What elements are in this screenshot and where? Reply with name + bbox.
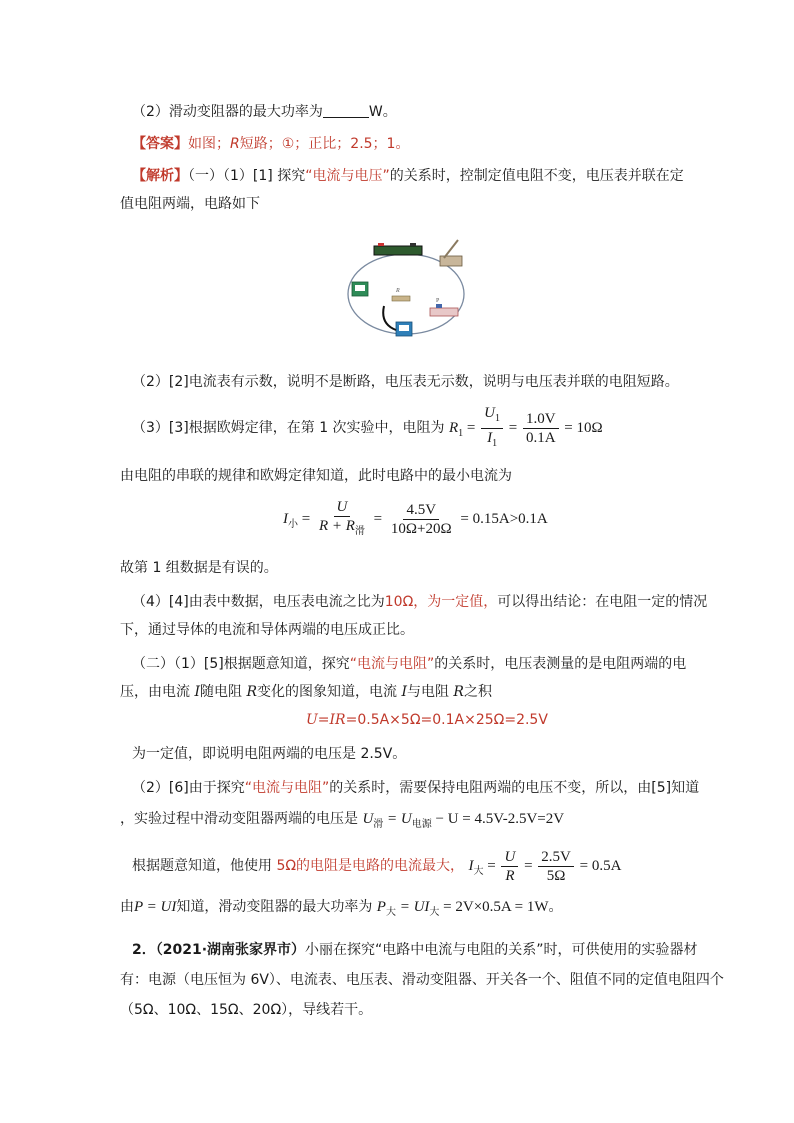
num-u-sub: 1 [494, 413, 500, 424]
step-6-pre: （2）[6]由于探究 [132, 780, 245, 796]
analysis-post: 的关系时，控制定值电阻不变，电压表并联在定 [389, 168, 684, 184]
analysis-label: 【解析】 [132, 168, 188, 184]
constant-line [132, 742, 712, 766]
answer-line [132, 132, 712, 156]
num-u: U [334, 498, 351, 517]
num-u: U [501, 848, 518, 867]
step-6-quote: “电流与电阻” [244, 780, 330, 796]
uir-equation [306, 712, 548, 728]
eq-lhs-sub: 小 [288, 518, 298, 530]
eq-lhs: I [468, 857, 474, 874]
min-current-equation: $I_小$ = $\frac{U}{R + R_滑}$ = $\frac{4.5V}{10\Omega+20\Omega}$ = 0.15A>0.1A [283, 498, 548, 541]
circuit-diagram [340, 236, 476, 344]
eq-rest: = 2V×0.5A = 1W [439, 899, 549, 915]
step-3-equation: $R_1$ = $\frac{U_1}{I_1}$ = $\frac{1.0V}{0.1A}$ = 10Ω [449, 420, 603, 436]
eq-lhs-sub: 大 [473, 865, 484, 877]
question-2-intro-line-1 [132, 938, 712, 962]
fraction-symbolic [501, 848, 518, 885]
step-3-text: （3）[3]根据欧姆定律，在第 1 次实验中，电阻为 [132, 419, 445, 436]
eq-u-source: = U [383, 811, 412, 827]
step-6c-pre: 根据题意知道，他使用 [132, 857, 277, 874]
constant-pre: 为一定值，即说明电阻两端的电压是 [132, 746, 361, 762]
analysis-line-2: 值电阻两端，电路如下 [120, 196, 260, 212]
num-u: U [484, 405, 495, 421]
step-4-line-2: 下，通过导体的电流和导体两端的电压成正比。 [120, 622, 414, 638]
eq-result: = 0.5A [579, 857, 622, 874]
analysis-line-1 [132, 164, 712, 188]
step-6b-pre: ，实验过程中滑动变阻器两端的电压是 [120, 811, 358, 827]
period: 。 [548, 899, 563, 915]
answer-rest: 短路；①；正比；2.5；1。 [239, 136, 410, 152]
den-value: 5Ω [546, 868, 566, 884]
step-4-post: 可以得出结论：在电阻一定的情况 [497, 594, 708, 610]
question-number: 2． [132, 942, 156, 958]
eq-lhs: R [449, 419, 459, 436]
var-i-2: I [401, 684, 407, 700]
den-i: I [487, 430, 493, 446]
circuit-label-r: R [396, 288, 400, 294]
den-r-plus-r: R + R [318, 518, 355, 534]
eq-u-source-sub: 电源 [411, 819, 432, 830]
part-2b-post: 变化的图象知道，电流 [256, 684, 402, 700]
part-2b-post2: 与电阻 [406, 684, 454, 700]
step-4-highlight: 10Ω，为一定值， [384, 594, 498, 610]
num-value: 2.5V [538, 848, 574, 867]
circuit-label-p: P [436, 298, 440, 304]
step-6-line-4 [120, 896, 563, 918]
question-text: 小丽在探究“电路中电流与电阻的关系”时，可供使用的实验器材 [305, 942, 698, 958]
uir-lhs: U=IR [306, 712, 346, 728]
question-2-line [132, 100, 712, 124]
den-i-sub: 1 [492, 438, 498, 449]
answer-blank [323, 103, 369, 118]
eq-lhs: I [283, 510, 288, 527]
uir-rest: =0.5A×5Ω=0.1A×25Ω=2.5V [345, 712, 548, 728]
fraction-values [388, 501, 455, 538]
step-6-line-3 [132, 848, 621, 885]
step-6-line-2 [120, 808, 564, 830]
var-r-2: R [453, 684, 464, 700]
part-2-line-2 [120, 680, 700, 704]
den-r: R [505, 868, 515, 884]
step-4-line-1 [132, 590, 712, 614]
series-rule-line: 由电阻的串联的规律和欧姆定律知道，此时电路中的最小电流为 [120, 468, 512, 484]
var-u-sub: 滑 [373, 819, 384, 830]
var-r: R [246, 684, 257, 700]
answer-r: R [230, 136, 240, 152]
fraction-values [538, 848, 574, 885]
unit-text: W。 [368, 104, 397, 120]
question-2-intro-line-3: （5Ω、10Ω、15Ω、20Ω），导线若干。 [120, 1002, 373, 1018]
step-2-line: （2）[2]电流表有示数，说明不是断路，电压表无示数，说明与电压表并联的电阻短路。 [132, 374, 679, 390]
eq-result: = 0.15A>0.1A [460, 510, 548, 527]
step-6-line-1 [132, 776, 712, 800]
fraction-values [523, 410, 559, 447]
answer-text: 如图； [188, 136, 230, 152]
eq-rest: − U = 4.5V-2.5V=2V [431, 811, 565, 827]
eq-lhs-sub: 1 [458, 427, 464, 439]
fraction-symbolic [316, 498, 368, 541]
fraction-u-over-i [481, 404, 503, 453]
question-2-intro-line-2: 有：电源（电压恒为 6V）、电流表、电压表、滑动变阻器、开关各一个、阻值不同的定值电阻四个 [120, 972, 724, 988]
den-sub: 滑 [354, 526, 365, 537]
analysis-pre: （一）（1）[1] 探究 [188, 168, 306, 184]
var-i: I [194, 684, 200, 700]
var-u: U [362, 811, 374, 827]
step-6c-highlight: 5Ω的电阻是电路的电流最大， [276, 857, 465, 874]
part-2-quote: “电流与电阻” [349, 656, 435, 672]
step-3-line [132, 404, 603, 453]
den-value: 0.1A [525, 430, 556, 446]
part-2-pre: （二）（1）[5]根据题意知道，探究 [132, 656, 350, 672]
part-2b-post3: 之积 [463, 684, 492, 700]
analysis-quote: “电流与电压” [305, 168, 390, 184]
question-source: （2021·湖南张家界市） [155, 942, 306, 958]
formula-p-ui: P = UI [134, 899, 177, 915]
var-p: P [376, 899, 386, 915]
part-2b-mid: 随电阻 [199, 684, 247, 700]
step-6-post: 的关系时，需要保持电阻两端的电压不变，所以，由[5]知道 [329, 780, 700, 796]
error-line: 故第 1 组数据是有误的。 [120, 560, 278, 576]
den-value: 10Ω+20Ω [390, 521, 452, 537]
part-2-post: 的关系时，电压表测量的是电阻两端的电 [434, 656, 687, 672]
max-current-equation: $I_大$ = $\frac{U}{R}$ = $\frac{2.5V}{5\Omega}$ = 0.5A [468, 849, 622, 884]
constant-value: 2.5V。 [360, 746, 407, 762]
num-value: 4.5V [403, 501, 439, 520]
eq-ui-sub: 大 [429, 907, 440, 918]
step-4-pre: （4）[4]由表中数据，电压表电流之比为 [132, 594, 385, 610]
part-2b-pre: 压，由电流 [120, 684, 195, 700]
num-value: 1.0V [523, 410, 559, 429]
answer-label: 【答案】 [132, 136, 188, 152]
eq-result: = 10Ω [564, 419, 603, 436]
step-6d-pre: 由 [120, 899, 134, 915]
eq-ui: = UI [395, 899, 430, 915]
part-2-line-1 [132, 652, 712, 676]
step-6d-mid: 知道，滑动变阻器的最大功率为 [176, 899, 373, 915]
var-p-sub: 大 [385, 907, 396, 918]
question-text: （2）滑动变阻器的最大功率为 [132, 104, 323, 120]
